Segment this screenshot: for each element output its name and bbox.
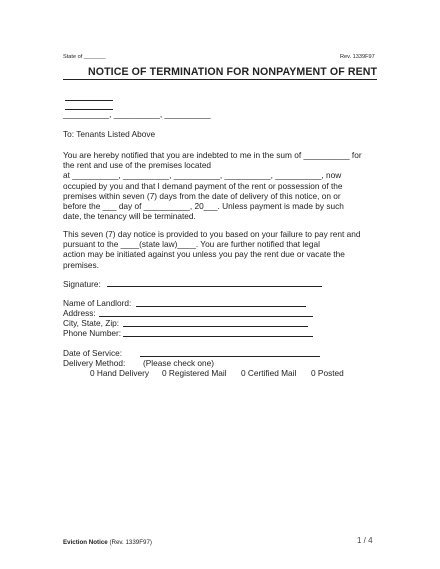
delivery-method-label: Delivery Method: (63, 358, 126, 368)
signature-label: Signature: (63, 279, 101, 289)
para1-line-6: before the ___ day of __________, 20___. Unless payment is made by such (63, 201, 344, 212)
signature-field[interactable] (107, 286, 322, 287)
para1-line-1: You are hereby notified that you are indebted to me in the sum of __________ for (63, 150, 362, 160)
date-of-service-field[interactable] (140, 356, 320, 357)
title-underline (63, 79, 377, 80)
check-one-note: (Please check one) (143, 358, 215, 368)
phone-number-field[interactable] (123, 336, 313, 337)
to-line: To: Tenants Listed Above (63, 129, 156, 139)
state-of-label: State of _______ (63, 54, 106, 60)
city-state-zip-label: City, State, Zip: (63, 318, 120, 328)
delivery-option-certified[interactable]: 0 Certified Mail (241, 368, 297, 378)
footer-doc-title: Eviction Notice (63, 539, 108, 546)
city-state-zip-field[interactable] (123, 326, 308, 327)
para1-line-5: premises within seven (7) days from the date of delivery of this notice, on or (63, 190, 341, 201)
delivery-option-posted[interactable]: 0 Posted (311, 368, 344, 378)
notice-paragraph-2 (63, 229, 383, 270)
para1-line-4: occupied by you and that I demand payment of the rent or possession of the (63, 180, 343, 191)
para2-line-2: pursuant to the ____(state law)____. You are further notified that legal (63, 239, 320, 250)
date-of-service-label: Date of Service: (63, 348, 123, 358)
landlord-name-field[interactable] (136, 306, 306, 307)
document-title: NOTICE OF TERMINATION FOR NONPAYMENT OF RENT (88, 66, 378, 78)
para2-line-3: action may be initiated against you unless you pay the rent due or vacate the (63, 249, 345, 260)
page-number: 1 / 4 (357, 536, 373, 545)
footer-rev: (Rev. 1339F97) (109, 539, 152, 546)
landlord-name-label: Name of Landlord: (63, 298, 132, 308)
para1-line-7: date, the tenancy will be terminated. (63, 211, 196, 222)
para1-line-2: the rent and use of the premises located (63, 160, 212, 171)
para2-line-1: This seven (7) day notice is provided to you based on your failure to pay rent and (63, 229, 361, 239)
phone-number-label: Phone Number: (63, 328, 122, 338)
address-blank-3[interactable]: __________, __________, __________ (63, 109, 211, 119)
address-label: Address: (63, 308, 96, 318)
delivery-option-hand[interactable]: 0 Hand Delivery (90, 368, 150, 378)
address-blank-1[interactable] (65, 100, 113, 101)
address-field[interactable] (99, 316, 313, 317)
footer-document-name (63, 539, 152, 546)
para2-line-4: premises. (63, 259, 99, 270)
para1-line-3: at __________, __________, __________, __________, __________, now (63, 170, 342, 181)
delivery-option-registered[interactable]: 0 Registered Mail (162, 368, 227, 378)
notice-paragraph-1 (63, 150, 383, 221)
revision-label: Rev. 1339F97 (340, 54, 375, 60)
